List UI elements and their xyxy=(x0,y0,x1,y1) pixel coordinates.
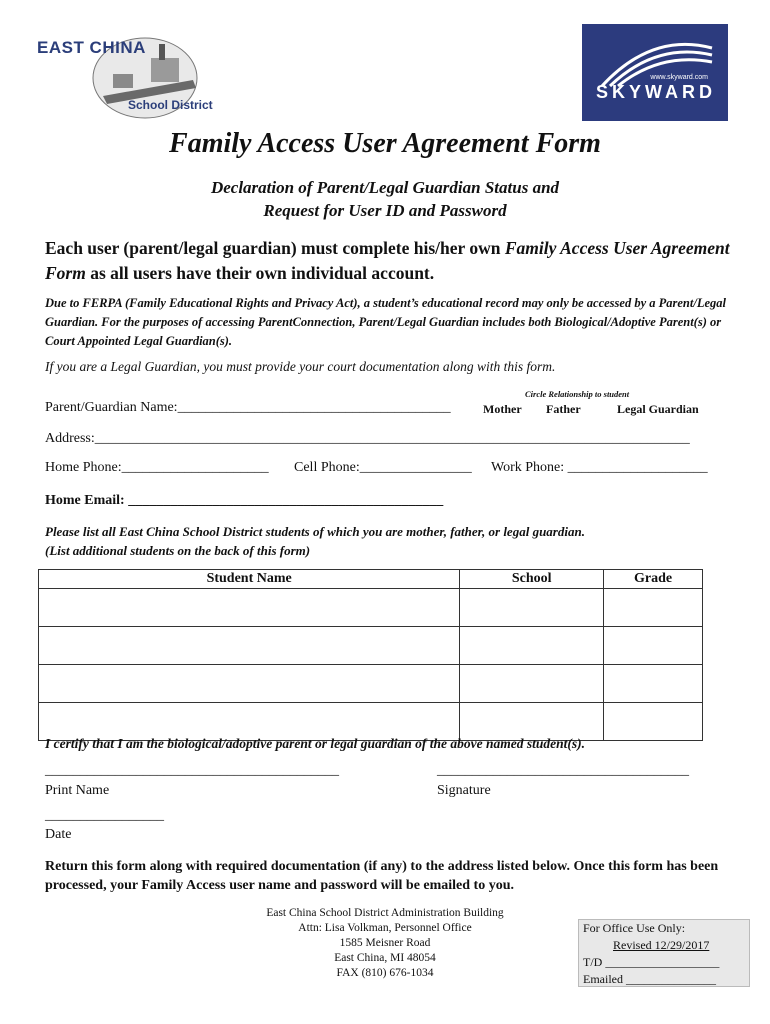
skyward-url: www.skyward.com xyxy=(650,74,708,81)
school-cell[interactable] xyxy=(460,627,604,665)
grade-cell[interactable] xyxy=(604,665,703,703)
school-cell[interactable] xyxy=(460,589,604,627)
address-line: East China, MI 48054 xyxy=(334,952,436,964)
mailing-address xyxy=(230,906,540,981)
students-note-line-2: (List additional students on the back of this form) xyxy=(45,543,311,558)
form-subtitle xyxy=(0,176,770,222)
table-header-row xyxy=(39,570,703,589)
signature-line[interactable]: ____________________________________ xyxy=(437,763,689,778)
skyward-logo xyxy=(582,24,728,121)
student-name-cell[interactable] xyxy=(39,703,460,741)
return-instructions: Return this form along with required documentation (if any) to the address listed below. Once this form has been processed, your Family Access user name and password will be emailed to you. xyxy=(45,859,719,893)
intro-paragraph xyxy=(45,236,735,286)
office-use-box xyxy=(578,919,750,987)
grade-cell[interactable] xyxy=(604,627,703,665)
school-cell[interactable] xyxy=(460,703,604,741)
logo-east-china-text: EAST CHINA xyxy=(37,38,146,57)
students-table xyxy=(38,569,703,741)
relationship-father[interactable]: Father xyxy=(546,402,581,416)
header-grade: Grade xyxy=(604,570,703,589)
legal-guardian-note: If you are a Legal Guardian, you must provide your court documentation along with this form. xyxy=(45,359,556,374)
intro-part-2: as all users have their own individual account. xyxy=(85,263,435,283)
print-name-label: Print Name xyxy=(45,783,110,798)
parent-name-field[interactable]: Parent/Guardian Name:_______________________________________ xyxy=(45,400,451,415)
table-row xyxy=(39,665,703,703)
logo-school-district-text: School District xyxy=(128,98,213,112)
address-line: Attn: Lisa Volkman, Personnel Office xyxy=(298,922,472,934)
student-name-cell[interactable] xyxy=(39,665,460,703)
skyward-wordmark: SKYWARD xyxy=(596,82,717,102)
grade-cell[interactable] xyxy=(604,703,703,741)
home-phone-field[interactable]: Home Phone:_____________________ xyxy=(45,460,269,475)
students-note-line-1: Please list all East China School District students of which you are mother, father, or legal guardian. xyxy=(45,524,585,539)
table-row xyxy=(39,589,703,627)
address-line: 1585 Meisner Road xyxy=(339,937,431,949)
students-note xyxy=(45,522,585,560)
circle-relationship-note: Circle Relationship to student xyxy=(525,389,630,399)
relationship-legal-guardian[interactable]: Legal Guardian xyxy=(617,402,699,416)
table-row xyxy=(39,703,703,741)
subtitle-line-1: Declaration of Parent/Legal Guardian Status and xyxy=(210,178,560,197)
student-name-cell[interactable] xyxy=(39,589,460,627)
intro-form-name: Family Access User Agreement Form xyxy=(45,238,730,283)
header-student-name: Student Name xyxy=(39,570,460,589)
ferpa-note: Due to FERPA (Family Educational Rights and Privacy Act), a student’s educational record may only be accessed by a Parent/Legal Guardian. For the purposes of accessing ParentConnection, Parent/Legal Guardian includes both Biological/Adoptive Parent(s) or Court Appointed Legal Guardian(s). xyxy=(45,296,726,348)
header-school: School xyxy=(460,570,604,589)
date-line[interactable]: _________________ xyxy=(45,808,164,823)
cell-phone-field[interactable]: Cell Phone:________________ xyxy=(294,460,472,475)
student-name-cell[interactable] xyxy=(39,627,460,665)
intro-part-1: Each user (parent/legal guardian) must complete his/her own xyxy=(45,238,505,258)
relationship-mother[interactable]: Mother xyxy=(483,402,522,416)
work-phone-field[interactable]: Work Phone: ____________________ xyxy=(491,460,708,475)
address-line: East China School District Administration Building xyxy=(266,907,504,919)
signature-label: Signature xyxy=(437,783,491,798)
school-cell[interactable] xyxy=(460,665,604,703)
home-email-field[interactable]: Home Email: _____________________________________________ xyxy=(45,493,444,508)
address-line: FAX (810) 676-1034 xyxy=(336,967,434,979)
revised-date: Revised 12/29/2017 xyxy=(613,938,710,952)
subtitle-line-2: Request for User ID and Password xyxy=(263,201,507,220)
emailed-field[interactable]: Emailed _______________ xyxy=(583,972,716,986)
grade-cell[interactable] xyxy=(604,589,703,627)
address-field[interactable]: Address:_____________________________________________________________________________________ xyxy=(45,431,690,446)
east-china-logo xyxy=(33,28,243,123)
td-field[interactable]: T/D ___________________ xyxy=(583,955,720,969)
print-name-line[interactable]: __________________________________________ xyxy=(45,763,339,778)
date-label: Date xyxy=(45,827,72,842)
office-use-title: For Office Use Only: xyxy=(583,921,686,935)
table-row xyxy=(39,627,703,665)
certify-statement: I certify that I am the biological/adoptive parent or legal guardian of the above named student(s). xyxy=(45,736,585,751)
form-title: Family Access User Agreement Form xyxy=(169,128,601,159)
